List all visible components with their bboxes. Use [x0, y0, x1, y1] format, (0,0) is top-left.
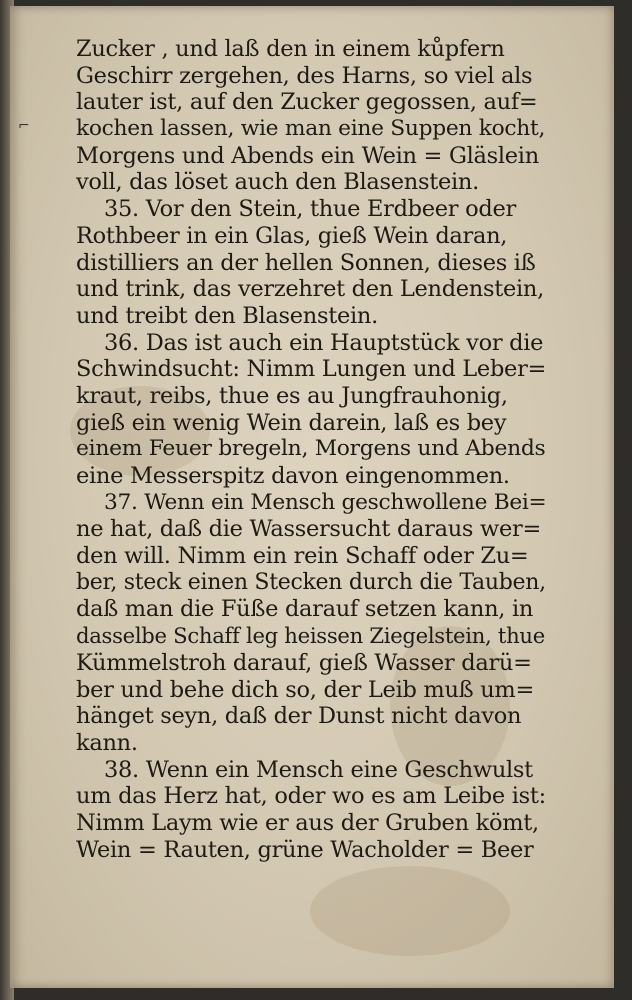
text-line: daß man die Füße darauf setzen kann, in [76, 596, 534, 623]
text-line: Wein = Rauten, grüne Wacholder = Beer [76, 836, 534, 863]
text-line: Zucker , und laß den in einem kůpfern [76, 36, 505, 62]
margin-mark: ⌐ [18, 118, 30, 134]
text-line: den will. Nimm ein rein Schaff oder Zu= [76, 543, 529, 570]
text-line: 35. Vor den Stein, thue Erdbeer oder [104, 196, 516, 223]
text-line: und trink, das verzehret den Lendenstein, [76, 276, 544, 303]
text-line: gieß ein wenig Wein darein, laß es bey [76, 409, 507, 436]
text-line: dasselbe Schaff leg heissen Ziegelstein, thue [76, 623, 545, 649]
paper-stain [310, 866, 510, 956]
text-line: um das Herz hat, oder wo es am Leibe ist: [76, 783, 546, 810]
text-line: 37. Wenn ein Mensch geschwollene Bei= [104, 489, 547, 515]
body-text [76, 36, 547, 863]
text-line: Morgens und Abends ein Wein = Gläslein [76, 142, 539, 169]
text-line: ber, steck einen Stecken durch die Tauben, [76, 569, 546, 595]
text-line: einem Feuer bregeln, Morgens und Abends [76, 436, 546, 462]
text-line: Rothbeer in ein Glas, gieß Wein daran, [76, 222, 508, 249]
text-line: Kümmelstroh darauf, gieß Wasser darü= [76, 649, 532, 676]
text-line: distilliers an der hellen Sonnen, dieses iß [76, 249, 536, 276]
text-line: und treibt den Blasenstein. [76, 302, 378, 329]
text-line: Nimm Laym wie er aus der Gruben kömt, [76, 809, 539, 836]
text-line: Geschirr zergehen, des Harns, so viel als [76, 62, 533, 89]
text-line: kraut, reibs, thue es au Jungfrauhonig, [76, 382, 508, 409]
text-line: 36. Das ist auch ein Hauptstück vor die [104, 329, 544, 356]
text-line: kochen lassen, wie man eine Suppen kocht, [76, 116, 546, 142]
text-line: Schwindsucht: Nimm Lungen und Leber= [76, 356, 547, 383]
text-line: ber und behe dich so, der Leib muß um= [76, 676, 535, 703]
text-line: kann. [76, 729, 138, 756]
text-line: voll, das löset auch den Blasenstein. [76, 169, 479, 196]
text-line: hänget seyn, daß der Dunst nicht davon [76, 703, 522, 730]
text-line: ne hat, daß die Wassersucht daraus wer= [76, 516, 542, 543]
text-line: lauter ist, auf den Zucker gegossen, auf= [76, 89, 538, 116]
text-line: 38. Wenn ein Mensch eine Geschwulst [104, 756, 533, 783]
text-line: eine Messerspitz davon eingenommen. [76, 463, 510, 489]
